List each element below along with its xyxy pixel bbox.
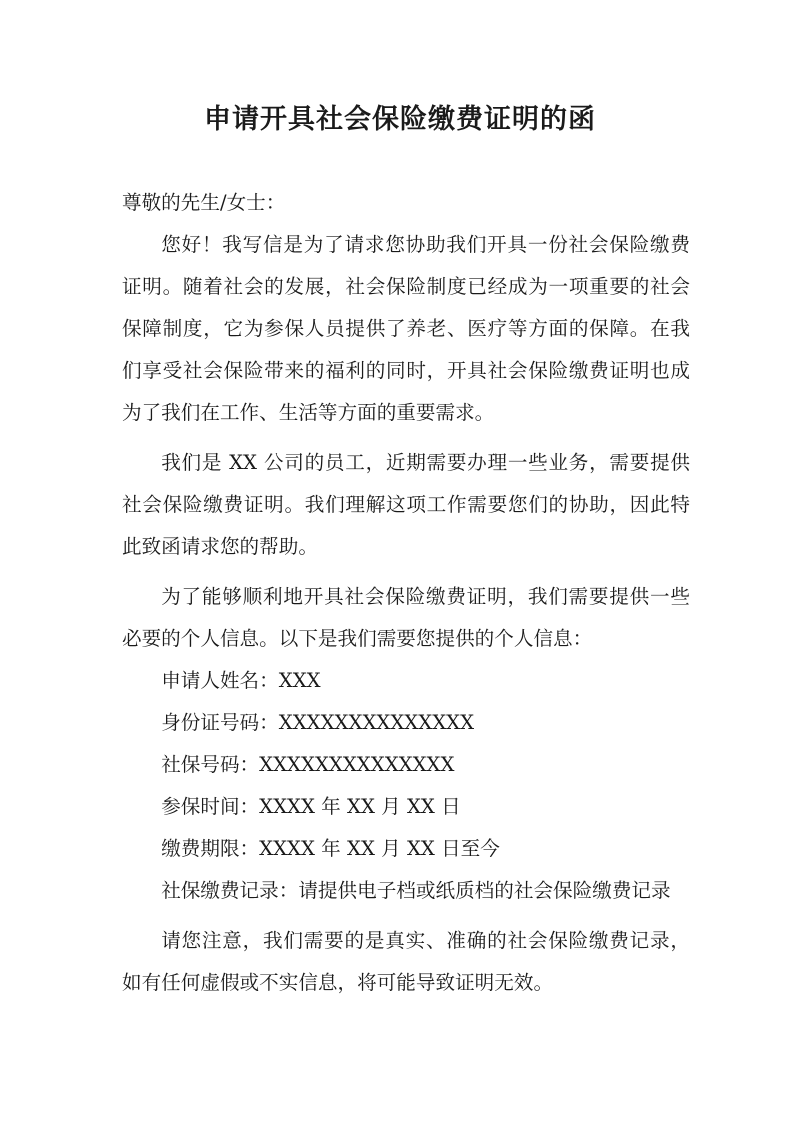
paragraph-intro: 您好！我写信是为了请求您协助我们开具一份社会保险缴费证明。随着社会的发展，社会保险制度已经成为一项重要的社会保障制度，它为参保人员提供了养老、医疗等方面的保障。在我们享受社会保险带来的福利的同时，开具社会保险缴费证明也成为了我们在工作、生活等方面的重要需求。 [122,233,690,424]
info-item-enrollment-date: 参保时间：XXXX 年 XX 月 XX 日 [161,795,461,818]
info-item-payment-period: 缴费期限：XXXX 年 XX 月 XX 日至今 [161,837,500,860]
document-body [122,182,690,1004]
paragraph-info-request: 为了能够顺利地开具社会保险缴费证明，我们需要提供一些必要的个人信息。以下是我们需要您提供的个人信息： [122,585,690,650]
paragraph-closing-note: 请您注意，我们需要的是真实、准确的社会保险缴费记录，如有任何虚假或不实信息，将可能导致证明无效。 [122,929,690,994]
info-item-social-security-number: 社保号码：XXXXXXXXXXXXXX [161,753,455,776]
paragraph-company: 我们是 XX 公司的员工，近期需要办理一些业务，需要提供社会保险缴费证明。我们理解这项工作需要您们的协助，因此特此致函请求您的帮助。 [122,451,690,558]
info-item-applicant-name: 申请人姓名：XXX [161,669,321,692]
document-title: 申请开具社会保险缴费证明的函 [204,104,596,135]
info-item-id-number: 身份证号码：XXXXXXXXXXXXXX [161,711,475,734]
salutation: 尊敬的先生/女士： [122,191,286,214]
info-item-payment-record: 社保缴费记录：请提供电子档或纸质档的社会保险缴费记录 [161,879,671,902]
